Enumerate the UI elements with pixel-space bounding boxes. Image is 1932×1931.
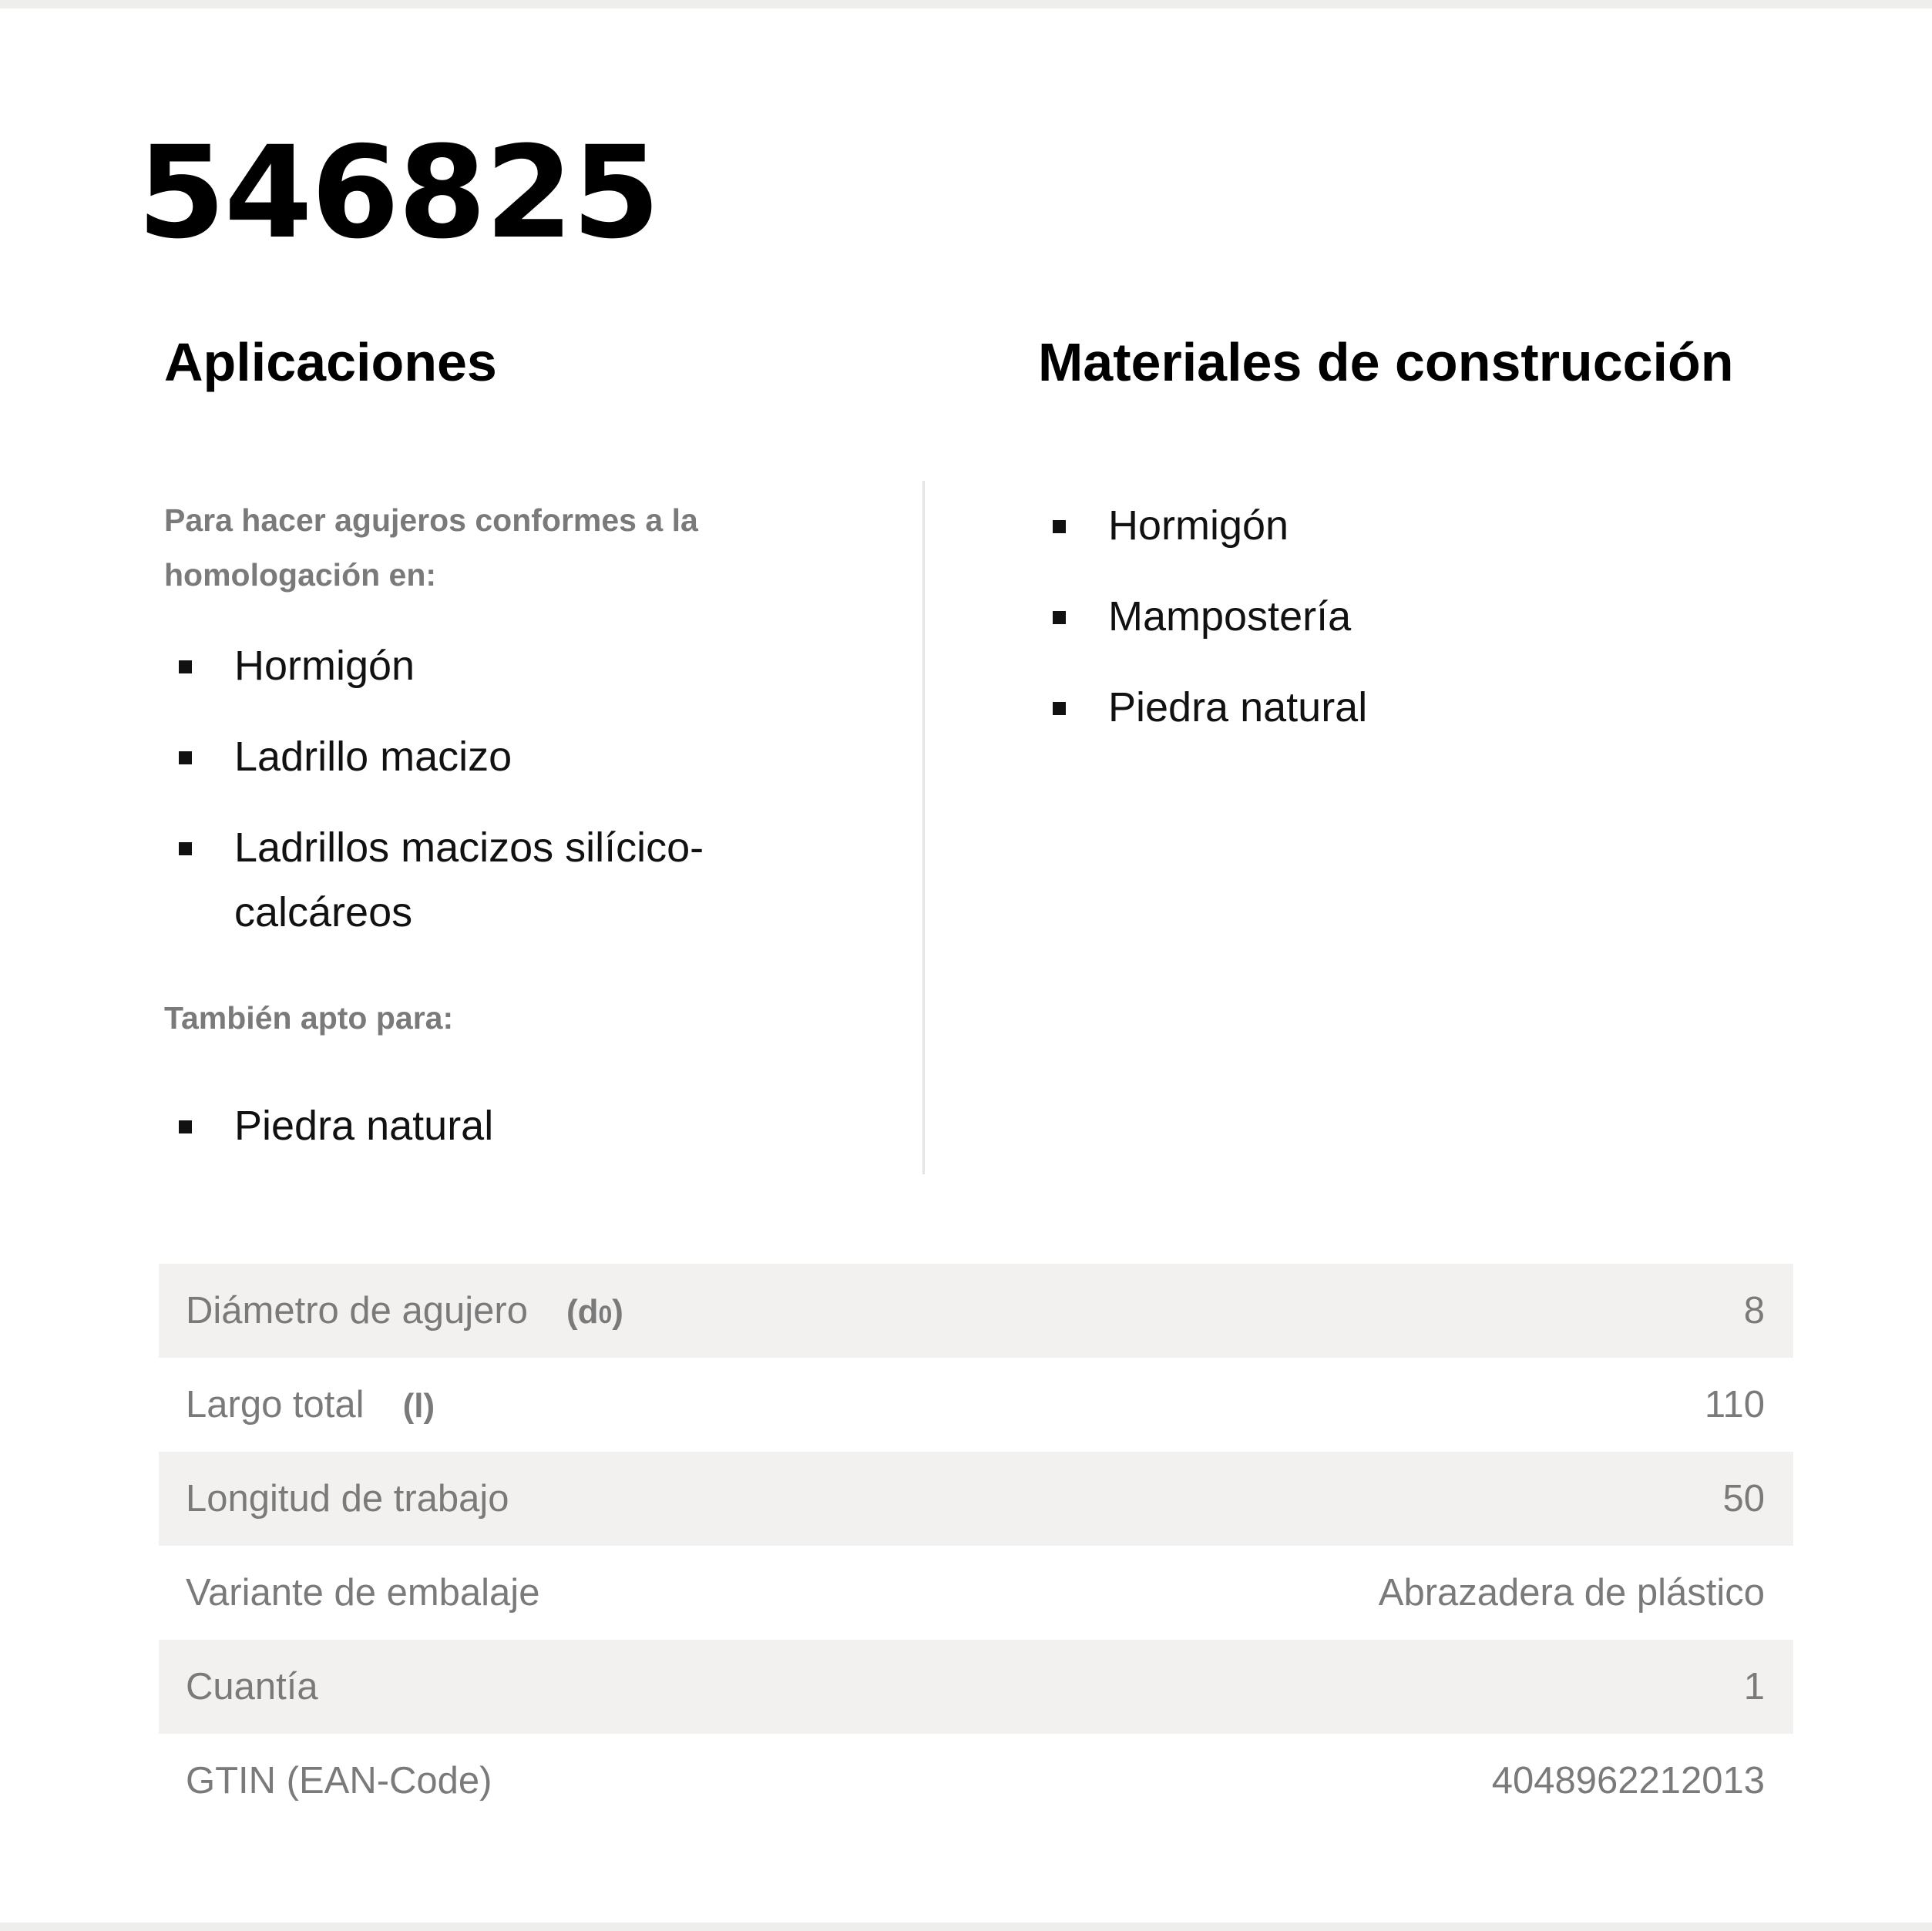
bullet-square-icon [179, 842, 192, 855]
specifications-table [159, 1264, 1793, 1828]
spec-value: 110 [1704, 1384, 1765, 1426]
spec-value: 50 [1722, 1478, 1765, 1520]
table-row [159, 1358, 1793, 1452]
spec-symbol: (l) [402, 1387, 435, 1425]
spec-label-cell [159, 1358, 1023, 1452]
spec-label-cell [159, 1264, 1023, 1358]
also-suitable-note: También apto para: [164, 1000, 454, 1036]
spec-label: Cuantía [186, 1666, 318, 1708]
table-row [159, 1264, 1793, 1358]
spec-label: Diámetro de agujero [186, 1290, 528, 1332]
materials-column [1038, 493, 1809, 740]
column-divider [922, 481, 925, 1174]
product-number: 546825 [137, 119, 659, 267]
list-item-label: Ladrillo macizo [234, 734, 512, 780]
spec-value: 8 [1743, 1290, 1765, 1332]
materials-list [1038, 493, 1809, 740]
list-item-label: Mampostería [1108, 593, 1352, 640]
top-edge-band [0, 0, 1932, 8]
spec-symbol-open: (d [566, 1293, 599, 1331]
list-item-label: Piedra natural [234, 1103, 494, 1149]
list-item [164, 724, 842, 789]
list-item [1038, 493, 1809, 558]
list-item-label: Piedra natural [1108, 684, 1368, 730]
spec-symbol-close: ) [612, 1293, 623, 1331]
list-item-label: Ladrillos macizos silícico-calcáreos [234, 824, 704, 935]
bullet-square-icon [179, 1120, 192, 1133]
applications-heading: Aplicaciones [164, 332, 497, 392]
table-row [159, 1640, 1793, 1734]
table-row [159, 1452, 1793, 1546]
spec-label: GTIN (EAN-Code) [186, 1760, 492, 1802]
bullet-square-icon [179, 660, 192, 673]
list-item [164, 1093, 842, 1158]
spec-value: 1 [1743, 1666, 1765, 1708]
table-row [159, 1734, 1793, 1828]
list-item-label: Hormigón [1108, 502, 1289, 549]
list-item [1038, 584, 1809, 649]
bottom-edge-band [0, 1923, 1932, 1931]
spec-label: Variante de embalaje [186, 1572, 540, 1614]
spec-label: Longitud de trabajo [186, 1478, 509, 1520]
bullet-square-icon [1053, 611, 1066, 624]
spec-value: Abrazadera de plástico [1378, 1572, 1765, 1614]
bullet-square-icon [1053, 702, 1066, 715]
spec-label: Largo total [186, 1384, 365, 1426]
approved-applications-list [164, 633, 842, 945]
also-suitable-list [164, 1093, 842, 1158]
approval-note: Para hacer agujeros conformes a la homologación en: [164, 502, 698, 593]
list-item [1038, 675, 1809, 740]
materials-heading: Materiales de construcción [1038, 332, 1734, 392]
bullet-square-icon [1053, 520, 1066, 533]
table-row [159, 1546, 1793, 1640]
spec-value: 4048962212013 [1491, 1760, 1765, 1802]
applications-column [164, 493, 842, 1158]
bullet-square-icon [179, 751, 192, 764]
list-item [164, 633, 842, 698]
list-item [164, 815, 842, 945]
list-item-label: Hormigón [234, 643, 415, 689]
spec-symbol-subscript: 0 [598, 1301, 613, 1328]
spec-symbol [566, 1293, 623, 1331]
